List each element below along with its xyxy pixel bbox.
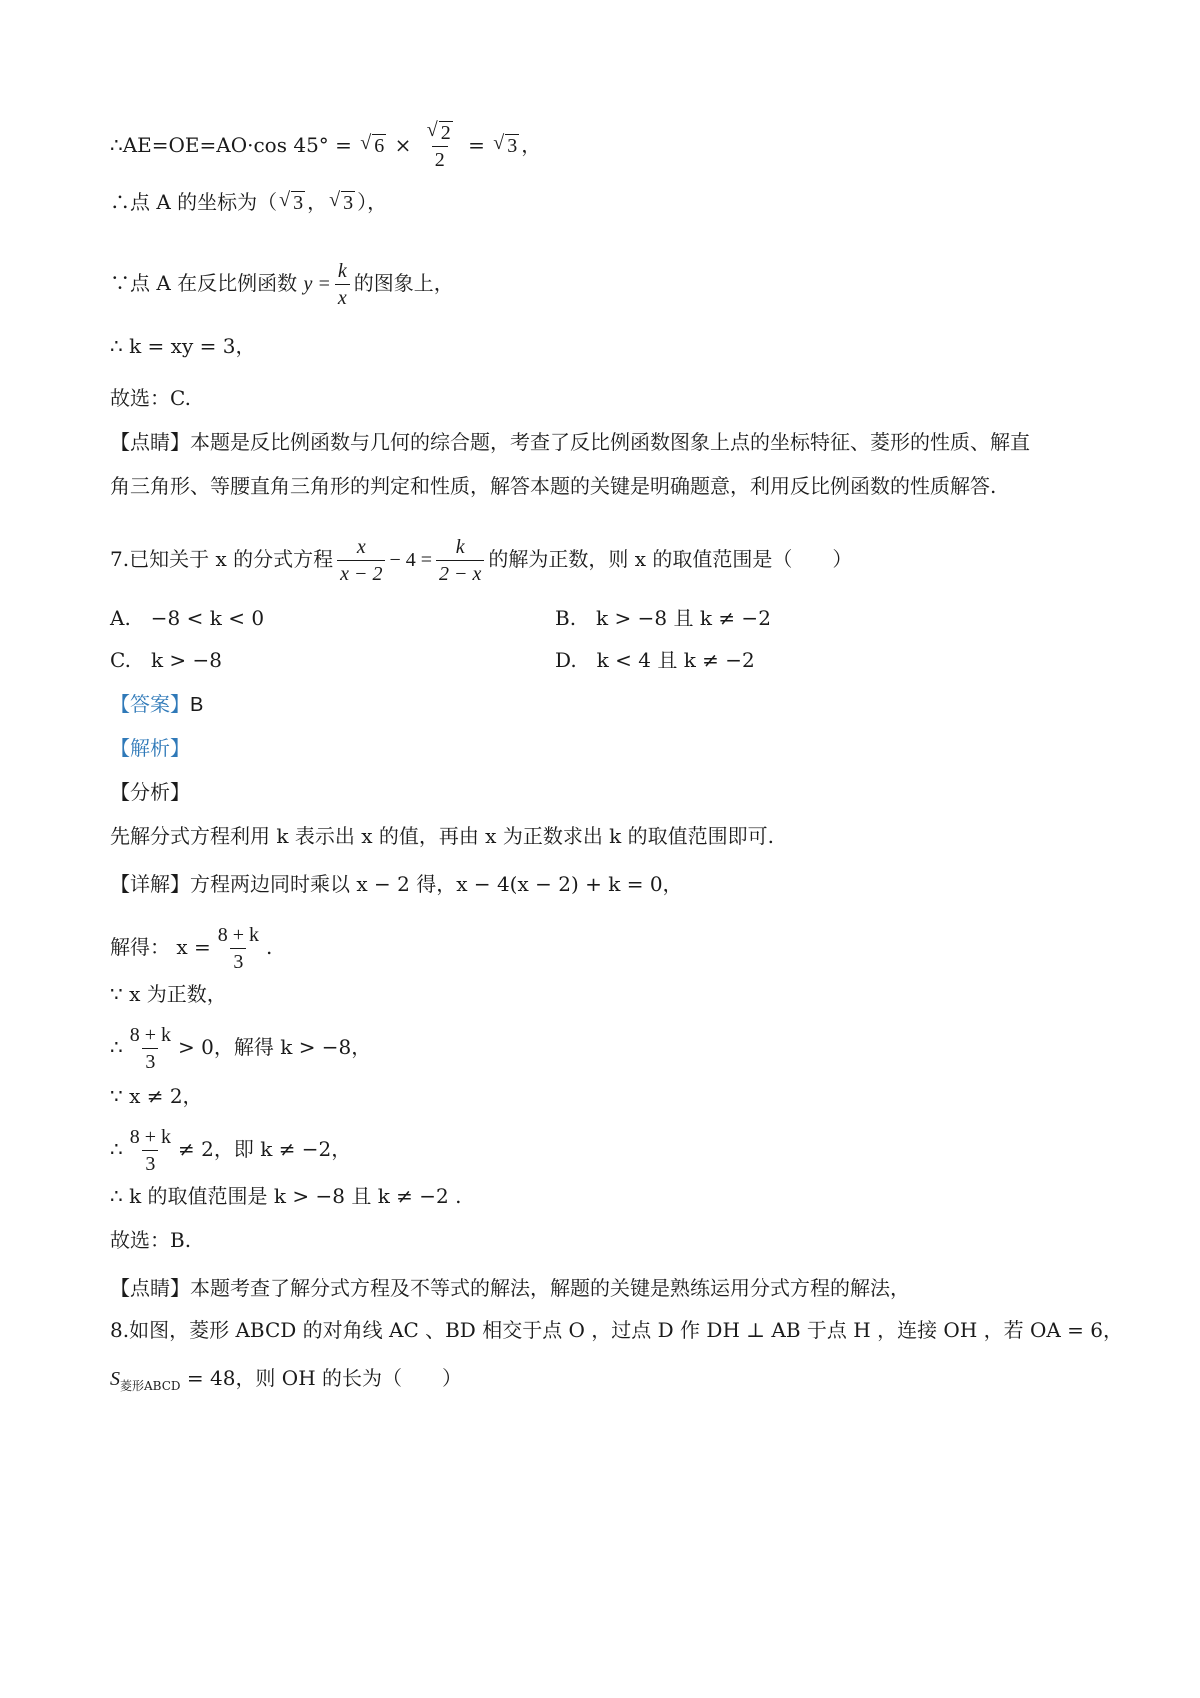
text: ≠ 2，即 k ≠ −2， [178,1137,352,1161]
option-d[interactable]: D. k < 4 且 k ≠ −2 [555,648,755,672]
fraction-k-over-2-minus-x [436,534,484,587]
fraction-x-over-x-minus-2 [337,534,385,587]
comma: ， [307,190,328,214]
sqrt-3 [279,189,305,217]
sqrt-6 [360,132,386,160]
conclusion-line: ∴ k 的取值范围是 k > −8 且 k ≠ −2 . [110,1184,462,1208]
period: . [266,935,273,959]
text: > 0，解得 k > −8， [178,1035,372,1059]
denominator: 3 [142,1048,158,1075]
numerator: 8 + k [217,924,260,946]
answer-tag: 【答案】 [110,692,190,716]
denominator: 2 [432,146,448,173]
fraction-8-plus-k-over-3 [127,1124,174,1177]
line-point-a-on-function [110,258,454,311]
dianjing-q7: 【点睛】本题考查了解分式方程及不等式的解法，解题的关键是熟练运用分式方程的解法， [110,1276,910,1300]
radicand: 6 [374,135,385,157]
numerator: k [337,260,347,282]
radicand: 3 [293,192,304,214]
numerator: k [455,536,465,558]
answer-value: B [190,694,204,716]
line-k-equals: ∴ k = xy = 3， [110,334,256,358]
therefore-symbol: ∴ [110,1035,123,1059]
fraction-sqrt2-over-2 [422,120,458,173]
denominator: x [335,284,350,311]
numerator: x [356,536,366,558]
line-choose-c: 故选：C. [110,386,191,410]
therefore-not-equal [110,1124,351,1177]
therefore-symbol: ∴ [110,1137,123,1161]
line-dianjing-1: 【点睛】本题是反比例函数与几何的综合题，考查了反比例函数图象上点的坐标特征、菱形的性质、解直 [110,430,1030,454]
detail-line: 【详解】方程两边同时乘以 x − 2 得，x − 4(x − 2) + k = 0， [110,872,683,896]
numerator: 8 + k [129,1024,172,1046]
line-ae-oe [110,120,541,173]
answer-line [110,690,203,719]
because-x-positive: ∵ x 为正数， [110,982,227,1006]
denominator: x − 2 [337,560,385,587]
question-8-line-1: 8.如图，菱形 ABCD 的对角线 AC 、BD 相交于点 O ，过点 D 作 DH ⊥ AB 于点 H ，连接 OH ，若 OA = 6， [110,1318,1124,1342]
text: 7.已知关于 x 的分式方程 [110,547,334,571]
radicand: 2 [440,122,451,144]
times: × [388,133,418,157]
equals: = [461,133,492,157]
solve-line [110,922,272,975]
choose-b-line: 故选：B. [110,1228,192,1252]
line-dianjing-2: 角三角形、等腰直角三角形的判定和性质，解答本题的关键是明确题意，利用反比例函数的性质解答. [110,474,997,498]
line-point-a-coord [110,188,387,217]
therefore-inequality [110,1022,371,1075]
question-7 [110,534,852,587]
radicand: 3 [507,135,518,157]
denominator: 3 [142,1150,158,1177]
analysis-tag: 【解析】 [110,736,190,760]
text: 的图象上， [353,271,454,295]
fraction-8-plus-k-over-3 [127,1022,174,1075]
text: − 4 = [389,549,433,571]
text: ∵点 A 在反比例函数 [110,271,304,295]
option-a[interactable]: A. −8 < k < 0 [110,606,265,630]
question-8-line-2 [110,1364,462,1400]
text: = 48，则 OH 的长为（ ） [180,1366,462,1390]
text: ）， [357,190,388,214]
option-b[interactable]: B. k > −8 且 k ≠ −2 [555,606,771,630]
sqrt-3 [493,132,519,160]
text: 解得： x = [110,935,211,959]
numerator: 8 + k [129,1126,172,1148]
denominator: 3 [230,948,246,975]
sqrt-3 [329,189,355,217]
area-subscript: 菱形ABCD [120,1379,181,1393]
text: 的解为正数，则 x 的取值范围是（ ） [488,547,853,571]
option-c[interactable]: C. k > −8 [110,648,223,672]
fraction-8-plus-k-over-3 [215,922,262,975]
comma: ， [521,133,542,157]
y-equals: y = [303,273,331,295]
area-symbol: S [110,1368,120,1390]
fenxi-tag: 【分析】 [110,780,190,804]
radicand: 3 [343,192,354,214]
text: ∴AE=OE=AO·cos 45° = [110,133,359,157]
fenxi-text: 先解分式方程利用 k 表示出 x 的值，再由 x 为正数求出 k 的取值范围即可. [110,824,775,848]
fraction-k-over-x [335,258,350,311]
because-x-not-2: ∵ x ≠ 2， [110,1084,203,1108]
text: ∴点 A 的坐标为（ [110,190,278,214]
denominator: 2 − x [436,560,484,587]
